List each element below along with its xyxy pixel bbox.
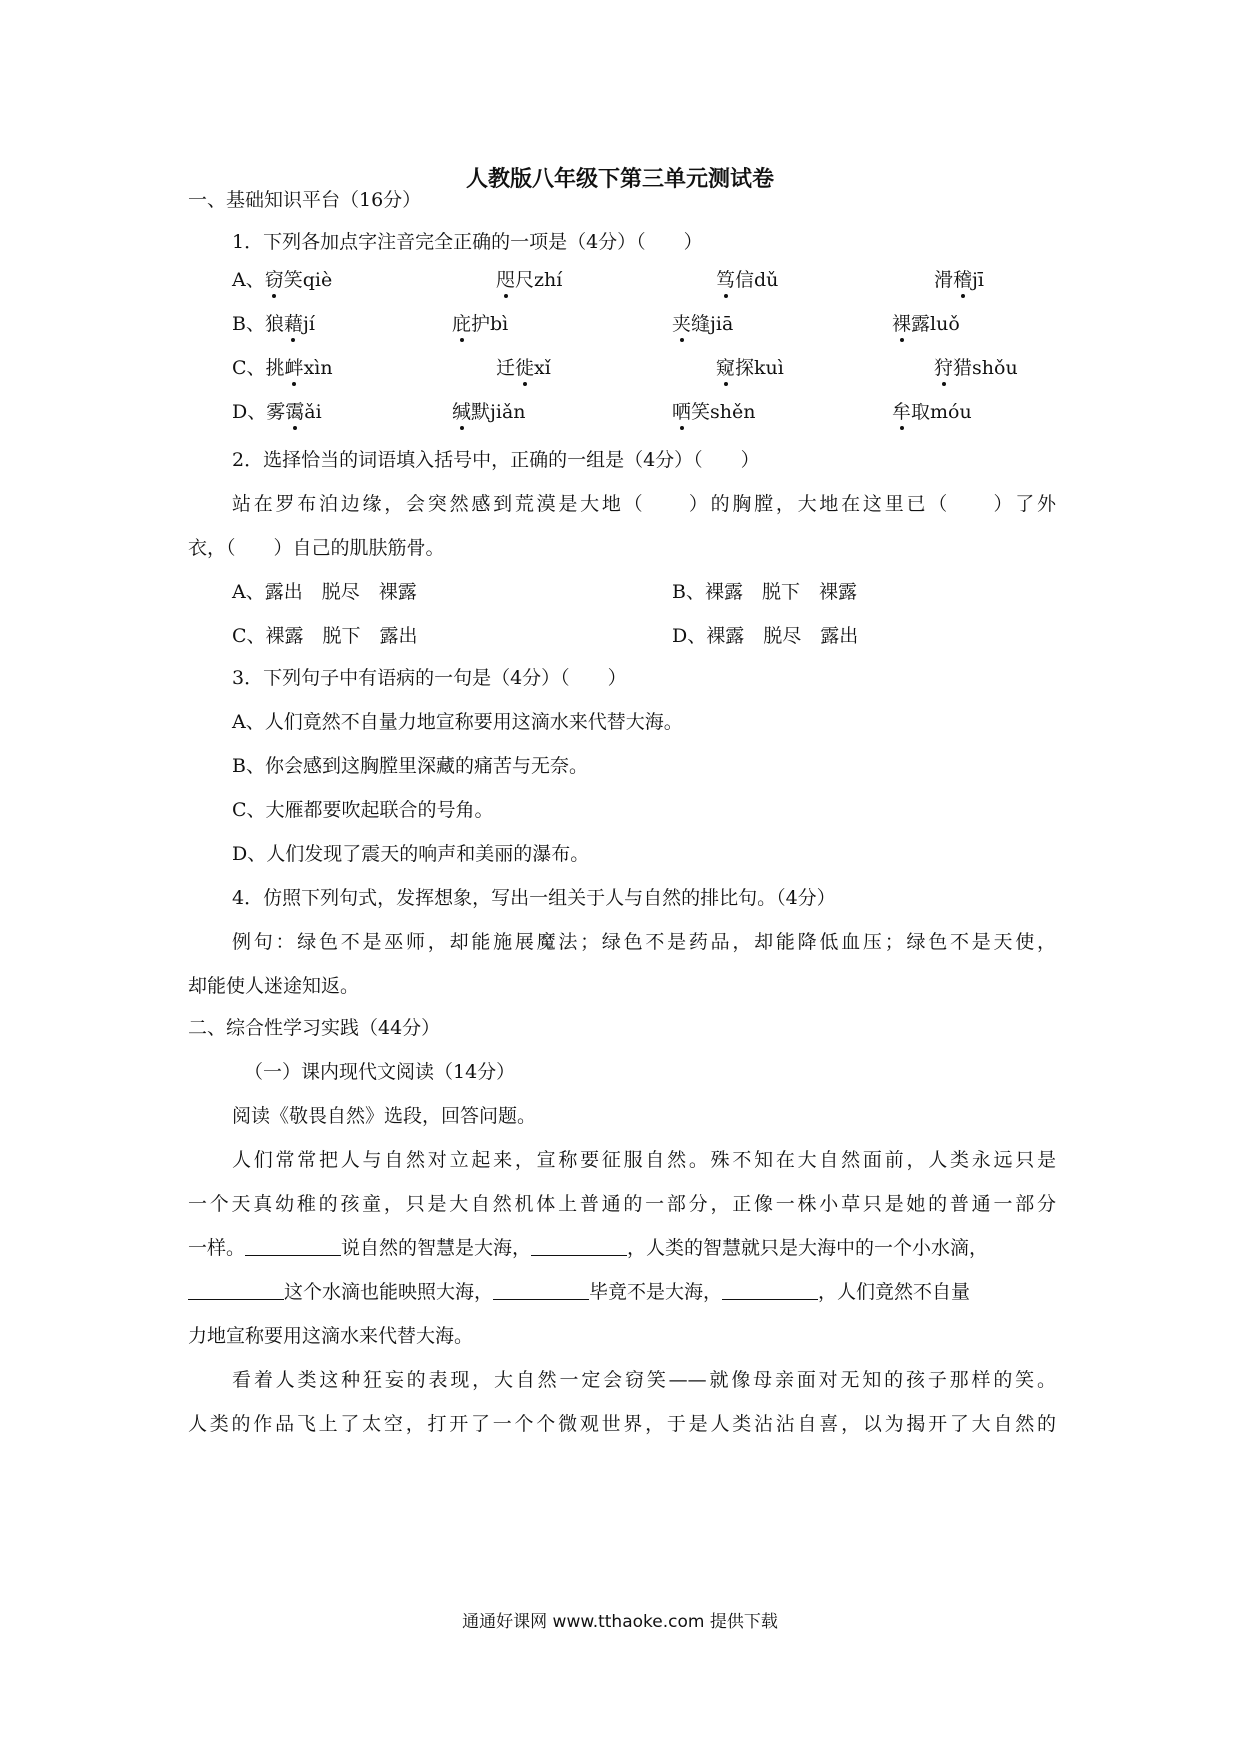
- q1-option-b2: 庇护bì: [452, 313, 509, 335]
- question-2-passage-line-1: 站在罗布泊边缘，会突然感到荒漠是大地（ ）的胸膛，大地在这里已（ ）了外: [232, 493, 1056, 515]
- passage-para-1-line-5: 力地宣称要用这滴水来代替大海。: [188, 1325, 474, 1347]
- fill-blank-5[interactable]: [722, 1281, 818, 1300]
- section-2-heading: 二、综合性学习实践（44分）: [188, 1017, 441, 1039]
- q1-option-a2: 咫尺zhí: [496, 269, 563, 291]
- q1-option-a4: 滑稽jī: [934, 269, 984, 291]
- q1-option-b3: 夹缝jiā: [672, 313, 734, 335]
- part-1-heading: （一）课内现代文阅读（14分）: [244, 1061, 516, 1083]
- question-3-stem: 3．下列句子中有语病的一句是（4分）（ ）: [232, 667, 627, 689]
- q1-option-d4: 牟取móu: [892, 401, 972, 423]
- q1-option-b1: B、狼藉jí: [232, 313, 315, 335]
- q1-option-a1: A、窃笑qiè: [232, 269, 333, 291]
- q1-option-d2: 缄默jiǎn: [452, 401, 526, 423]
- passage-text: 毕竟不是大海，: [589, 1281, 723, 1303]
- passage-para-1-line-3: [188, 1236, 988, 1260]
- fill-blank-1[interactable]: [245, 1237, 341, 1256]
- question-4-stem: 4．仿照下列句式，发挥想象，写出一组关于人与自然的排比句。（4分）: [232, 887, 836, 909]
- q1-option-c2: 迁徙xǐ: [496, 357, 551, 379]
- section-1-heading: 一、基础知识平台（16分）: [188, 189, 422, 211]
- q3-option-a: A、人们竟然不自量力地宣称要用这滴水来代替大海。: [232, 711, 683, 733]
- question-4-example-line-1: 例句：绿色不是巫师，却能施展魔法；绿色不是药品，却能降低血压；绿色不是天使，: [232, 931, 1056, 953]
- passage-para-1-line-1: 人们常常把人与自然对立起来，宣称要征服自然。殊不知在大自然面前，人类永远只是: [232, 1149, 1056, 1171]
- passage-text: ，人类的智慧就只是大海中的一个小水滴，: [627, 1237, 989, 1259]
- q3-option-b: B、你会感到这胸膛里深藏的痛苦与无奈。: [232, 755, 588, 777]
- passage-para-1-line-2: 一个天真幼稚的孩童，只是大自然机体上普通的一部分，正像一株小草只是她的普通一部分: [188, 1193, 1056, 1215]
- question-4-example-line-2: 却能使人迷途知返。: [188, 975, 360, 997]
- fill-blank-2[interactable]: [531, 1237, 627, 1256]
- q3-option-d: D、人们发现了震天的响声和美丽的瀑布。: [232, 843, 590, 865]
- passage-text: 说自然的智慧是大海，: [341, 1237, 532, 1259]
- q1-option-b4: 裸露luǒ: [892, 313, 960, 335]
- passage-para-2-line-1: 看着人类这种狂妄的表现，大自然一定会窃笑——就像母亲面对无知的孩子那样的笑。: [232, 1369, 1056, 1391]
- page-title: 人教版八年级下第三单元测试卷: [465, 167, 774, 192]
- q2-option-b: B、裸露 脱下 裸露: [672, 581, 857, 603]
- q1-option-d3: 哂笑shěn: [672, 401, 756, 423]
- fill-blank-3[interactable]: [188, 1281, 284, 1300]
- passage-para-2-line-2: 人类的作品飞上了太空，打开了一个个微观世界，于是人类沾沾自喜，以为揭开了大自然的: [188, 1413, 1056, 1435]
- q1-option-c3: 窥探kuì: [716, 357, 784, 379]
- fill-blank-4[interactable]: [493, 1281, 589, 1300]
- question-2-stem: 2．选择恰当的词语填入括号中，正确的一组是（4分）（ ）: [232, 449, 760, 471]
- passage-text: ，人们竟然不自量: [818, 1281, 971, 1303]
- q1-option-c4: 狩猎shǒu: [934, 357, 1018, 379]
- reading-instruction: 阅读《敬畏自然》选段，回答问题。: [232, 1105, 537, 1127]
- q2-option-a: A、露出 脱尽 裸露: [232, 581, 417, 603]
- q1-option-a3: 笃信dǔ: [716, 269, 779, 291]
- question-1-stem: 1．下列各加点字注音完全正确的一项是（4分）（ ）: [232, 231, 703, 253]
- q1-option-c1: C、挑衅xìn: [232, 357, 333, 379]
- passage-text: 一样。: [188, 1237, 246, 1259]
- passage-text: 这个水滴也能映照大海，: [284, 1281, 494, 1303]
- q2-option-d: D、裸露 脱尽 露出: [672, 625, 859, 647]
- question-2-passage-line-2: 衣，（ ）自己的肌肤筋骨。: [188, 537, 445, 559]
- passage-para-1-line-4: [188, 1280, 970, 1304]
- page-footer: 通通好课网 www.tthaoke.com 提供下载: [462, 1612, 778, 1632]
- q2-option-c: C、裸露 脱下 露出: [232, 625, 418, 647]
- q3-option-c: C、大雁都要吹起联合的号角。: [232, 799, 494, 821]
- q1-option-d1: D、雾霭ǎi: [232, 401, 322, 423]
